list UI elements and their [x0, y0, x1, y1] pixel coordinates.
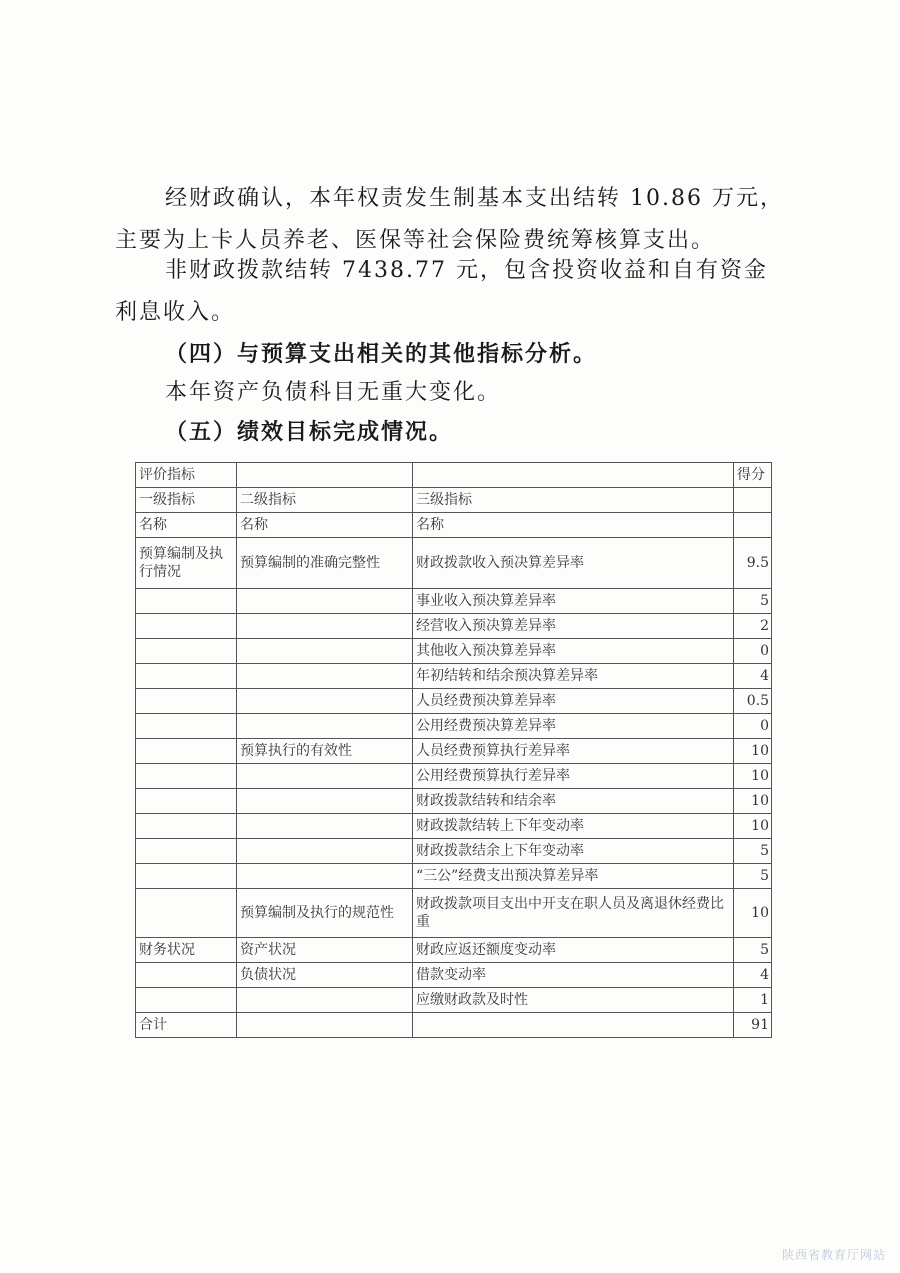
table-row	[136, 789, 772, 814]
table-row	[136, 764, 772, 789]
paragraph-carryover-expense: 经财政确认，本年权责发生制基本支出结转 10.86 万元，主要为上卡人员养老、医保等社会保险费统筹核算支出。	[115, 186, 784, 253]
level2-cell	[237, 988, 413, 1013]
score-cell: 10	[734, 764, 772, 789]
performance-table	[135, 462, 772, 1038]
score-cell: 5	[734, 864, 772, 889]
level2-cell	[237, 714, 413, 739]
table-row	[136, 839, 772, 864]
score-cell: 9.5	[734, 538, 772, 589]
score-cell: 5	[734, 938, 772, 963]
level2-cell: 预算执行的有效性	[237, 739, 413, 764]
level3-cell: 事业收入预决算差异率	[413, 589, 734, 614]
score-cell: 4	[734, 963, 772, 988]
site-watermark: 陕西省教育厅网站	[781, 1248, 886, 1262]
score-cell: 5	[734, 589, 772, 614]
table-row	[136, 864, 772, 889]
level3-cell: 应缴财政款及时性	[413, 988, 734, 1013]
table-row	[136, 739, 772, 764]
level1-cell	[136, 864, 237, 889]
level3-cell: 公用经费预算执行差异率	[413, 764, 734, 789]
table-header-row	[136, 488, 772, 513]
table-header-row	[136, 463, 772, 488]
table-row	[136, 889, 772, 938]
level1-cell	[136, 988, 237, 1013]
header-cell: 名称	[413, 513, 734, 538]
level3-cell: 财政拨款收入预决算差异率	[413, 538, 734, 589]
level2-cell: 资产状况	[237, 938, 413, 963]
level3-cell: 其他收入预决算差异率	[413, 639, 734, 664]
level3-cell: 借款变动率	[413, 963, 734, 988]
score-cell: 10	[734, 789, 772, 814]
level2-cell	[237, 864, 413, 889]
section-heading-4: （四）与预算支出相关的其他指标分析。	[165, 341, 598, 367]
level1-cell	[136, 764, 237, 789]
header-cell	[734, 488, 772, 513]
table-row	[136, 938, 772, 963]
level3-cell: 财政应返还额度变动率	[413, 938, 734, 963]
score-cell: 10	[734, 889, 772, 938]
table-row	[136, 814, 772, 839]
level1-cell	[136, 589, 237, 614]
header-cell: 名称	[237, 513, 413, 538]
total-score: 91	[734, 1013, 772, 1038]
table-row	[136, 988, 772, 1013]
table-row	[136, 689, 772, 714]
level3-cell: 人员经费预算执行差异率	[413, 739, 734, 764]
section-heading-5: （五）绩效目标完成情况。	[165, 419, 454, 445]
table-row	[136, 538, 772, 589]
level3-cell: 年初结转和结余预决算差异率	[413, 664, 734, 689]
level1-cell	[136, 614, 237, 639]
level1-cell: 预算编制及执行情况	[136, 538, 237, 589]
level1-cell	[136, 839, 237, 864]
header-cell-score: 得分	[734, 463, 772, 488]
level1-cell	[136, 714, 237, 739]
level2-cell	[237, 689, 413, 714]
level1-cell	[136, 739, 237, 764]
level2-cell	[237, 814, 413, 839]
score-cell: 0	[734, 714, 772, 739]
level3-cell: 人员经费预决算差异率	[413, 689, 734, 714]
score-cell: 10	[734, 814, 772, 839]
level3-cell: “三公”经费支出预决算差异率	[413, 864, 734, 889]
level2-cell	[237, 614, 413, 639]
header-cell: 名称	[136, 513, 237, 538]
level2-cell	[237, 664, 413, 689]
level2-cell: 预算编制及执行的规范性	[237, 889, 413, 938]
table-total-row	[136, 1013, 772, 1038]
table-row	[136, 664, 772, 689]
score-cell: 5	[734, 839, 772, 864]
table-row	[136, 589, 772, 614]
score-cell: 4	[734, 664, 772, 689]
level1-cell: 财务状况	[136, 938, 237, 963]
level3-cell: 经营收入预决算差异率	[413, 614, 734, 639]
header-cell	[734, 513, 772, 538]
level1-cell	[136, 814, 237, 839]
score-cell: 1	[734, 988, 772, 1013]
table-header-row	[136, 513, 772, 538]
level1-cell	[136, 963, 237, 988]
header-cell: 评价指标	[136, 463, 237, 488]
header-cell	[413, 463, 734, 488]
level3-cell: 财政拨款结转和结余率	[413, 789, 734, 814]
score-cell: 0.5	[734, 689, 772, 714]
table-row	[136, 714, 772, 739]
score-cell: 2	[734, 614, 772, 639]
table-row	[136, 614, 772, 639]
header-cell: 三级指标	[413, 488, 734, 513]
level1-cell	[136, 889, 237, 938]
total-label: 合计	[136, 1013, 237, 1038]
level3-cell: 财政拨款项目支出中开支在职人员及离退休经费比重	[413, 889, 734, 938]
total-empty-cell	[413, 1013, 734, 1038]
level2-cell	[237, 789, 413, 814]
level2-cell	[237, 839, 413, 864]
table-row	[136, 963, 772, 988]
level2-cell	[237, 764, 413, 789]
level2-cell	[237, 589, 413, 614]
header-cell: 二级指标	[237, 488, 413, 513]
level3-cell: 财政拨款结余上下年变动率	[413, 839, 734, 864]
level1-cell	[136, 664, 237, 689]
score-cell: 0	[734, 639, 772, 664]
level1-cell	[136, 639, 237, 664]
header-cell	[237, 463, 413, 488]
table-row	[136, 639, 772, 664]
header-cell: 一级指标	[136, 488, 237, 513]
level3-cell: 公用经费预决算差异率	[413, 714, 734, 739]
paragraph-nonfiscal-carryover: 非财政拨款结转 7438.77 元，包含投资收益和自有资金利息收入。	[115, 258, 768, 325]
level2-cell: 预算编制的准确完整性	[237, 538, 413, 589]
level2-cell	[237, 639, 413, 664]
level1-cell	[136, 689, 237, 714]
level2-cell: 负债状况	[237, 963, 413, 988]
score-cell: 10	[734, 739, 772, 764]
total-empty-cell	[237, 1013, 413, 1038]
level1-cell	[136, 789, 237, 814]
paragraph-asset-liability: 本年资产负债科目无重大变化。	[165, 380, 502, 405]
level3-cell: 财政拨款结转上下年变动率	[413, 814, 734, 839]
